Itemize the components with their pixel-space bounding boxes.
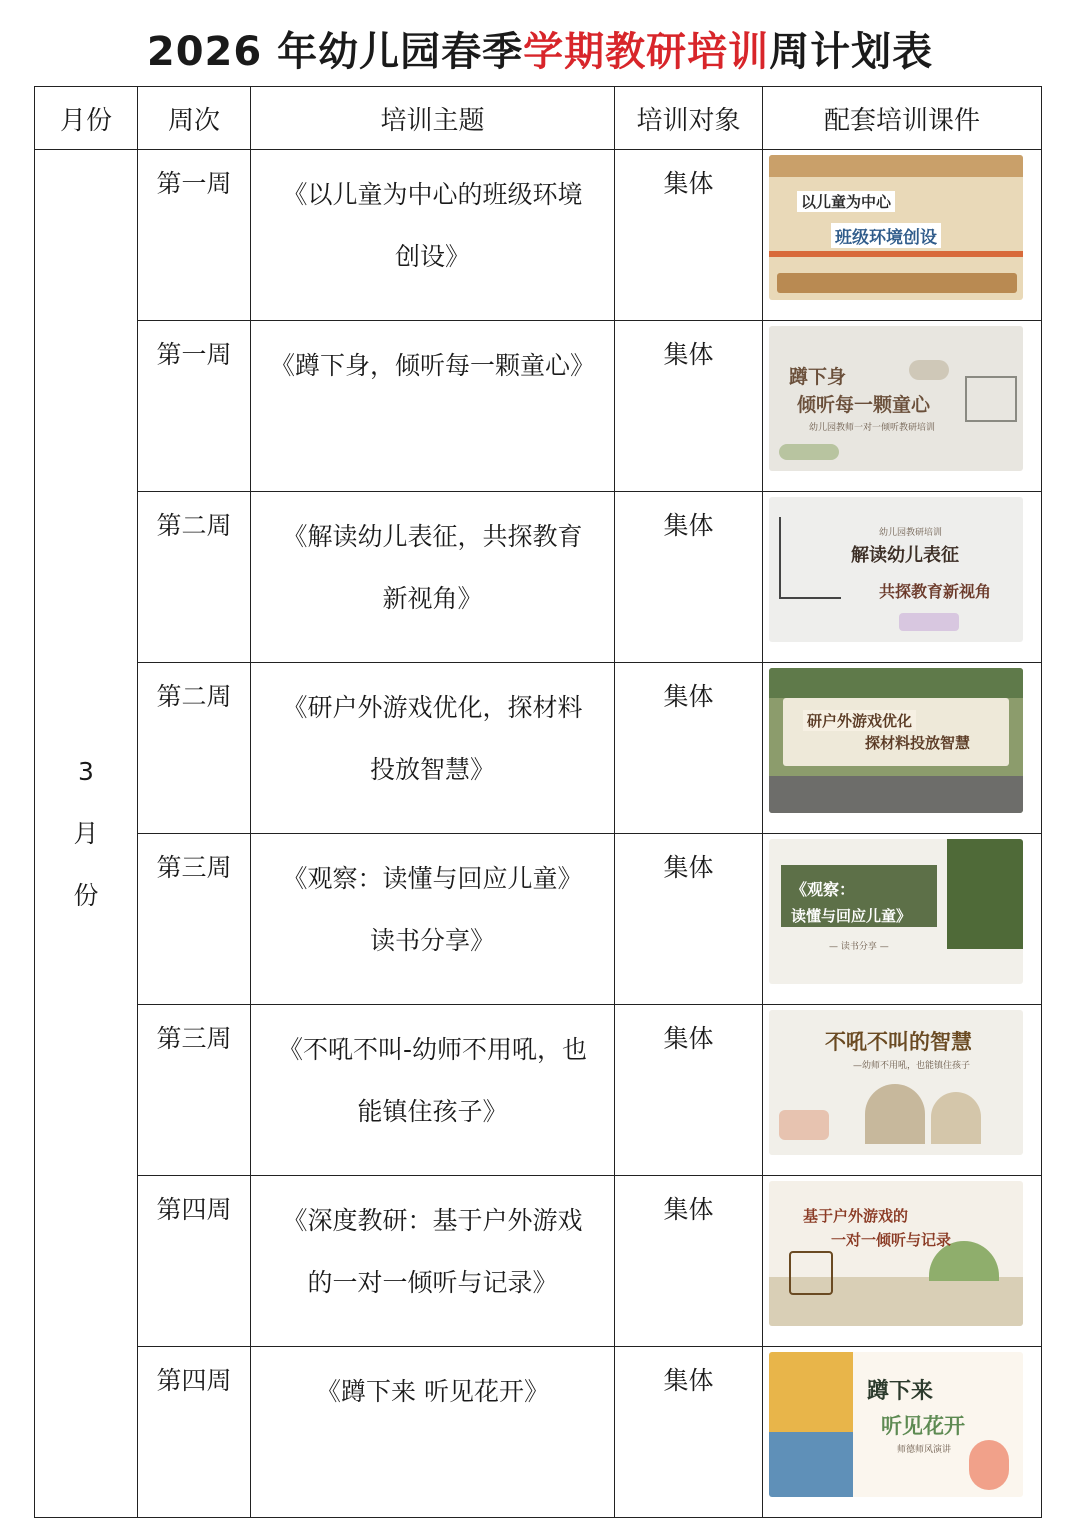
target-cell: 集体 bbox=[615, 663, 763, 834]
courseware-cell bbox=[763, 150, 1042, 321]
header-target: 培训对象 bbox=[615, 87, 763, 150]
topic-line-2: 的一对一倾听与记录》 bbox=[307, 1268, 558, 1297]
header-topic: 培训主题 bbox=[251, 87, 615, 150]
topic-cell bbox=[251, 663, 615, 834]
courseware-thumbnail[interactable] bbox=[769, 1010, 1023, 1155]
month-char-2: 份 bbox=[73, 880, 99, 910]
topic-line-2: 新视角》 bbox=[382, 584, 483, 613]
topic-cell bbox=[251, 1005, 615, 1176]
courseware-cell bbox=[763, 492, 1042, 663]
slide-subtitle: —幼师不用吼，也能镇住孩子 bbox=[853, 1061, 971, 1071]
week-cell: 第二周 bbox=[138, 663, 251, 834]
topic-line-2: 投放智慧》 bbox=[369, 755, 495, 784]
title-highlight: 学期教研培训 bbox=[523, 29, 770, 75]
courseware-thumbnail[interactable] bbox=[769, 497, 1023, 642]
topic-line-1: 《蹲下身，倾听每一颗童心》 bbox=[269, 351, 595, 380]
slide-title-line-2: 听见花开 bbox=[881, 1414, 965, 1438]
topic-cell bbox=[251, 834, 615, 1005]
slide-title-line-1: 不吼不叫的智慧 bbox=[825, 1030, 972, 1054]
slide-subtitle: 师德师风演讲 bbox=[897, 1445, 952, 1455]
topic-line-1: 《深度教研：基于户外游戏 bbox=[282, 1206, 583, 1235]
topic-line-2: 创设》 bbox=[394, 242, 470, 271]
slide-title-line-2: 共探教育新视角 bbox=[879, 582, 992, 601]
topic-line-2: 读书分享》 bbox=[369, 926, 495, 955]
week-cell: 第一周 bbox=[138, 321, 251, 492]
topic-line-2: 能镇住孩子》 bbox=[357, 1097, 508, 1126]
slide-subtitle: 幼儿园教师一对一倾听教研培训 bbox=[809, 423, 936, 433]
slide-title-line-1: 以儿童为中心 bbox=[797, 191, 895, 212]
table-row bbox=[35, 1176, 1042, 1347]
courseware-cell bbox=[763, 1005, 1042, 1176]
topic-cell bbox=[251, 1347, 615, 1518]
week-cell: 第三周 bbox=[138, 834, 251, 1005]
topic-cell bbox=[251, 150, 615, 321]
table-row bbox=[35, 1347, 1042, 1518]
page-title bbox=[0, 22, 1080, 82]
courseware-thumbnail[interactable] bbox=[769, 668, 1023, 813]
month-cell bbox=[35, 150, 138, 1518]
slide-title-line-1: 蹲下来 bbox=[867, 1379, 934, 1404]
target-cell: 集体 bbox=[615, 321, 763, 492]
target-cell: 集体 bbox=[615, 1176, 763, 1347]
target-cell: 集体 bbox=[615, 834, 763, 1005]
training-plan-table bbox=[34, 86, 1042, 1518]
slide-title-line-1: 蹲下身 bbox=[789, 366, 847, 388]
topic-cell bbox=[251, 321, 615, 492]
week-cell: 第二周 bbox=[138, 492, 251, 663]
slide-title-line-1: 基于户外游戏的 bbox=[803, 1207, 909, 1225]
title-part1: 2026 年幼儿园春季 bbox=[146, 29, 524, 75]
courseware-cell bbox=[763, 1347, 1042, 1518]
topic-line-1: 《观察：读懂与回应儿童》 bbox=[282, 864, 583, 893]
slide-title-line-2: 倾听每一颗童心 bbox=[797, 394, 931, 416]
slide-title-line-1: 研户外游戏优化 bbox=[803, 710, 916, 731]
header-week: 周次 bbox=[138, 87, 251, 150]
courseware-thumbnail[interactable] bbox=[769, 155, 1023, 300]
header-month: 月份 bbox=[35, 87, 138, 150]
table-row bbox=[35, 834, 1042, 1005]
courseware-cell bbox=[763, 321, 1042, 492]
slide-title-line-1: 解读幼儿表征 bbox=[851, 545, 959, 566]
month-number: 3 bbox=[78, 756, 94, 786]
slide-subtitle: — 读书分享 — bbox=[829, 942, 889, 952]
topic-line-1: 《以儿童为中心的班级环境 bbox=[282, 180, 583, 209]
header-courseware: 配套培训课件 bbox=[763, 87, 1042, 150]
table-row bbox=[35, 492, 1042, 663]
month-char-1: 月 bbox=[73, 818, 99, 848]
week-cell: 第四周 bbox=[138, 1176, 251, 1347]
target-cell: 集体 bbox=[615, 1005, 763, 1176]
slide-title-line-2: 探材料投放智慧 bbox=[865, 734, 971, 752]
topic-cell bbox=[251, 1176, 615, 1347]
courseware-cell bbox=[763, 1176, 1042, 1347]
target-cell: 集体 bbox=[615, 1347, 763, 1518]
table-row bbox=[35, 321, 1042, 492]
table-row bbox=[35, 663, 1042, 834]
courseware-cell bbox=[763, 834, 1042, 1005]
week-cell: 第三周 bbox=[138, 1005, 251, 1176]
courseware-cell bbox=[763, 663, 1042, 834]
topic-cell bbox=[251, 492, 615, 663]
courseware-thumbnail[interactable] bbox=[769, 1352, 1023, 1497]
slide-title-line-1: 《观察： bbox=[791, 880, 856, 899]
title-part3: 周计划表 bbox=[769, 29, 934, 75]
table-row bbox=[35, 150, 1042, 321]
topic-line-1: 《不吼不叫-幼师不用吼，也 bbox=[277, 1035, 588, 1064]
target-cell: 集体 bbox=[615, 492, 763, 663]
slide-subtitle: 幼儿园教研培训 bbox=[879, 528, 943, 538]
target-cell: 集体 bbox=[615, 150, 763, 321]
slide-title-line-2: 一对一倾听与记录 bbox=[831, 1231, 952, 1249]
topic-line-1: 《研户外游戏优化，探材料 bbox=[282, 693, 583, 722]
week-cell: 第四周 bbox=[138, 1347, 251, 1518]
slide-title-line-2: 读懂与回应儿童》 bbox=[791, 907, 912, 925]
table-header-row bbox=[35, 87, 1042, 150]
topic-line-1: 《解读幼儿表征，共探教育 bbox=[282, 522, 583, 551]
courseware-thumbnail[interactable] bbox=[769, 839, 1023, 984]
topic-line-1: 《蹲下来 听见花开》 bbox=[316, 1377, 549, 1406]
slide-title-line-2: 班级环境创设 bbox=[831, 223, 941, 248]
table-row bbox=[35, 1005, 1042, 1176]
courseware-thumbnail[interactable] bbox=[769, 326, 1023, 471]
courseware-thumbnail[interactable] bbox=[769, 1181, 1023, 1326]
week-cell: 第一周 bbox=[138, 150, 251, 321]
